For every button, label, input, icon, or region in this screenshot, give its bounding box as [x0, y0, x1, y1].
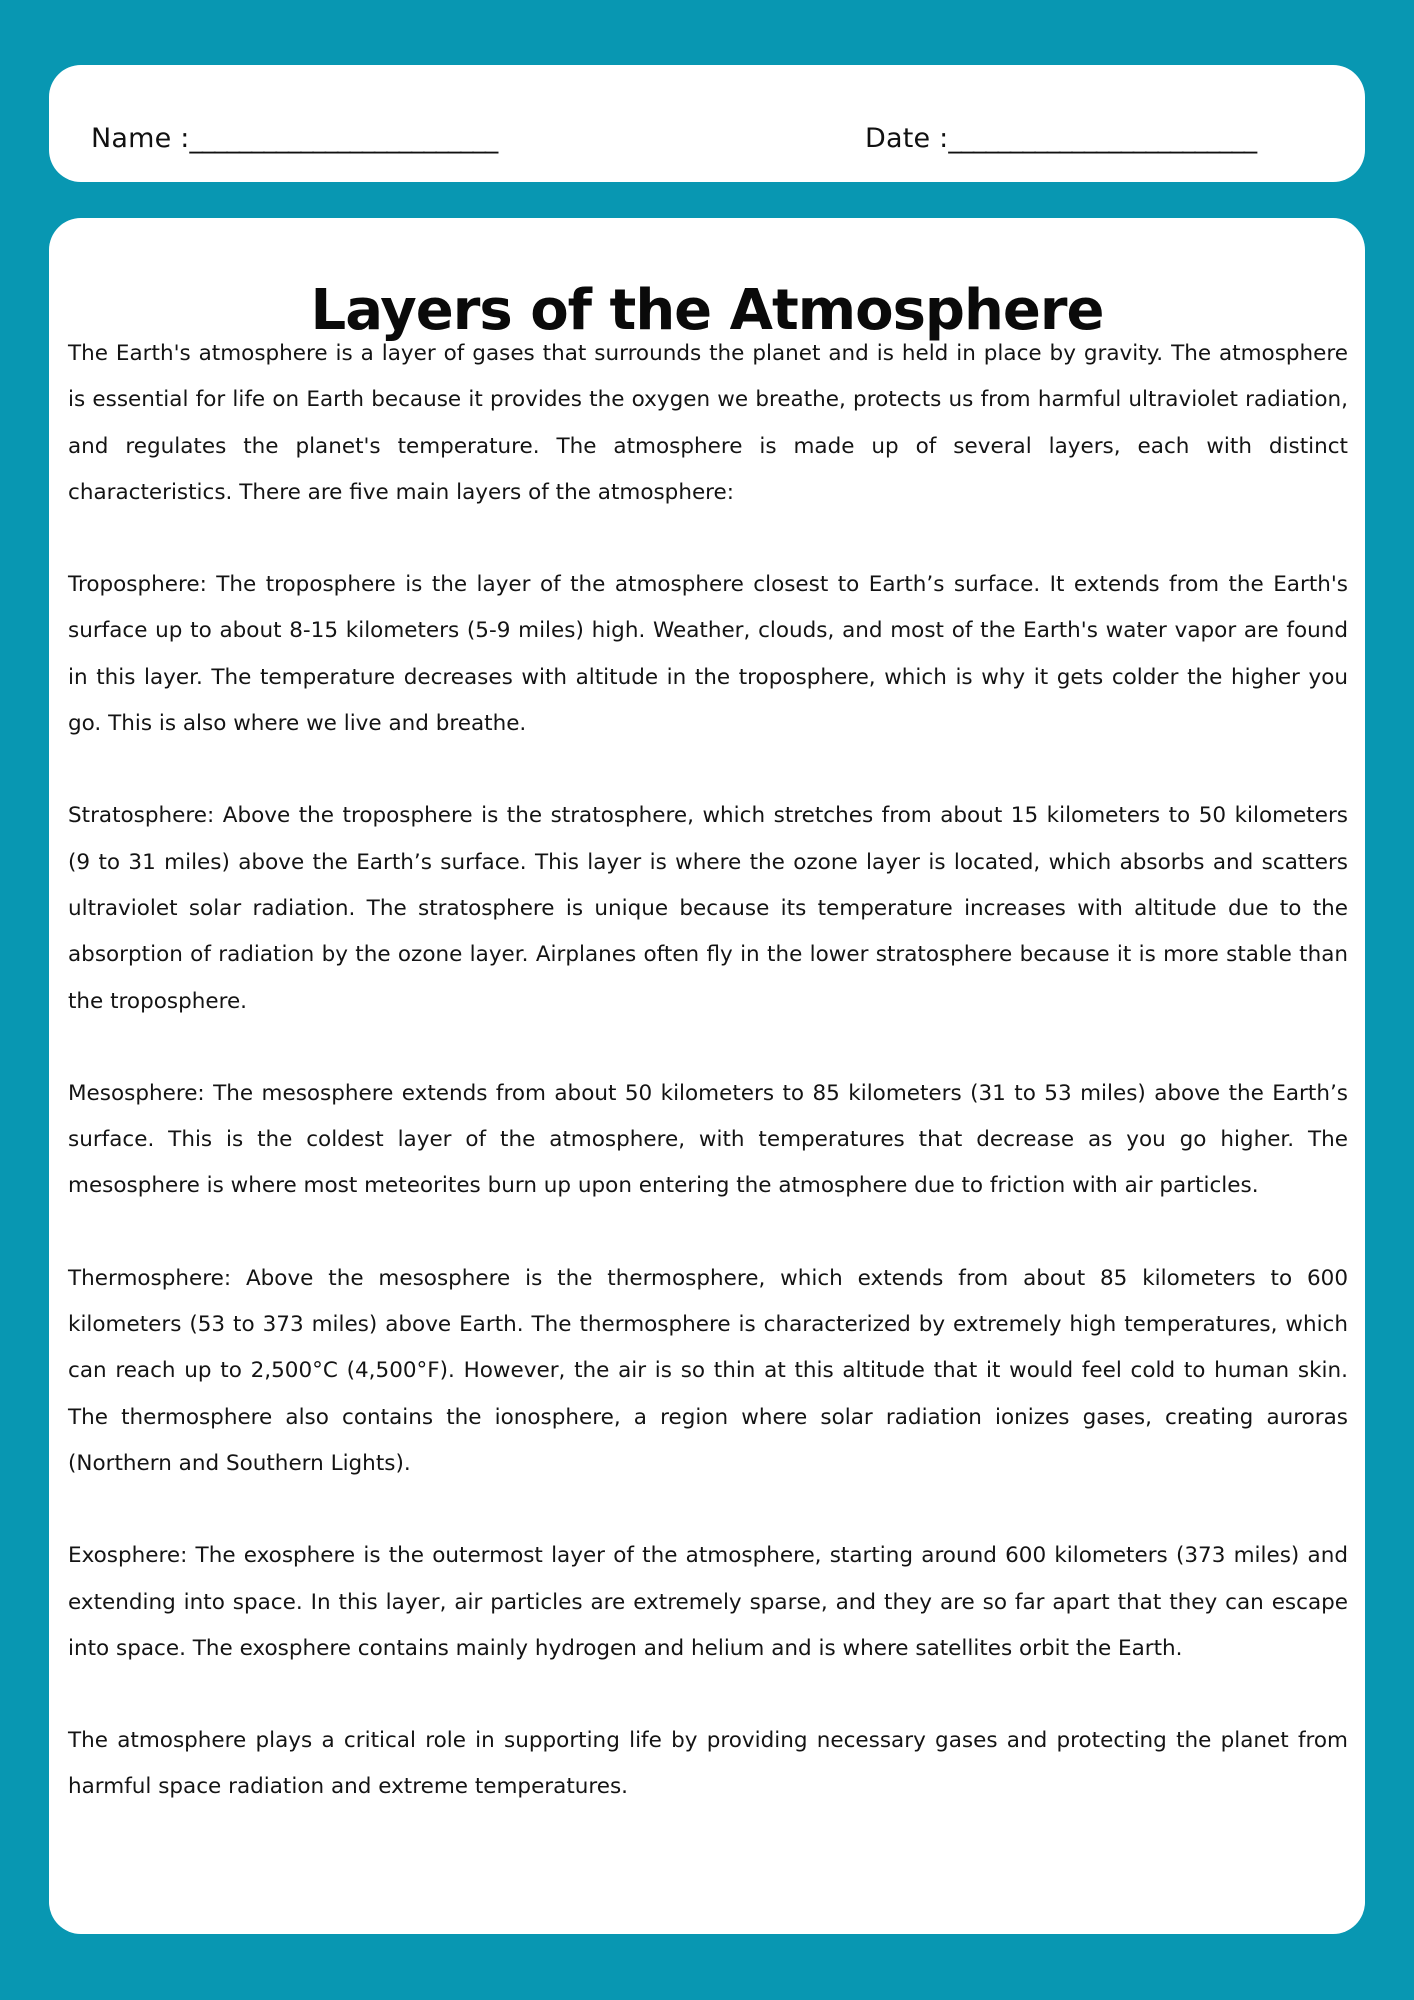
- name-label: Name :: [91, 123, 190, 154]
- name-blank-line[interactable]: _________________________: [189, 123, 498, 154]
- conclusion-paragraph: The atmosphere plays a critical role in supporting life by providing necessary gases and protecting the planet from harmful space radiation and extreme temperatures.: [68, 1728, 1348, 1800]
- name-field[interactable]: [91, 123, 497, 155]
- exosphere-paragraph: Exosphere: The exosphere is the outermost layer of the atmosphere, starting around 600 kilometers (373 miles) and extending into space. In this layer, air particles are extremely sparse, and they are so far apart that they can escape into space. The exosphere contains mainly hydrogen and helium and is where satellites orbit the Earth.: [68, 1543, 1348, 1661]
- stratosphere-paragraph: Stratosphere: Above the troposphere is the stratosphere, which stretches from about 15 kilometers to 50 kilometers (9 to 31 miles) above the Earth’s surface. This layer is where the ozone layer is located, which absorbs and scatters ultraviolet solar radiation. The stratosphere is unique because its temperature increases with altitude due to the absorption of radiation by the ozone layer. Airplanes often fly in the lower stratosphere because it is more stable than the troposphere.: [68, 803, 1348, 1014]
- worksheet-title: Layers of the Atmosphere: [310, 277, 1104, 343]
- header-card: [49, 65, 1365, 182]
- date-blank-line[interactable]: _________________________: [948, 123, 1256, 154]
- date-label: Date :: [865, 123, 949, 154]
- mesosphere-paragraph: Mesosphere: The mesosphere extends from about 50 kilometers to 85 kilometers (31 to 53 miles) above the Earth’s surface. This is the coldest layer of the atmosphere, with temperatures that decrease as you go higher. The mesosphere is where most meteorites burn up upon entering the atmosphere due to friction with air particles.: [68, 1080, 1348, 1199]
- troposphere-paragraph: Troposphere: The troposphere is the layer of the atmosphere closest to Earth’s surface. It extends from the Earth's surface up to about 8-15 kilometers (5-9 miles) high. Weather, clouds, and most of the Earth's water vapor are found in this layer. The temperature decreases with altitude in the troposphere, which is why it gets colder the higher you go. This is also where we live and breathe.: [68, 572, 1348, 737]
- intro-paragraph: The Earth's atmosphere is a layer of gases that surrounds the planet and is held in place by gravity. The atmosphere is essential for life on Earth because it provides the oxygen we breathe, protects us from harmful ultraviolet radiation, and regulates the planet's temperature. The atmosphere is made up of several layers, each with distinct characteristics. There are five main layers of the atmosphere:: [68, 341, 1348, 505]
- worksheet-card: [49, 218, 1365, 1934]
- worksheet-body: [68, 331, 1348, 1811]
- thermosphere-paragraph: Thermosphere: Above the mesosphere is the thermosphere, which extends from about 85 kilometers to 600 kilometers (53 to 373 miles) above Earth. The thermosphere is characterized by extremely high temperatures, which can reach up to 2,500°C (4,500°F). However, the air is so thin at this altitude that it would feel cold to human skin. The thermosphere also contains the ionosphere, a region where solar radiation ionizes gases, creating auroras (Northern and Southern Lights).: [68, 1265, 1348, 1476]
- date-field[interactable]: [865, 123, 1256, 155]
